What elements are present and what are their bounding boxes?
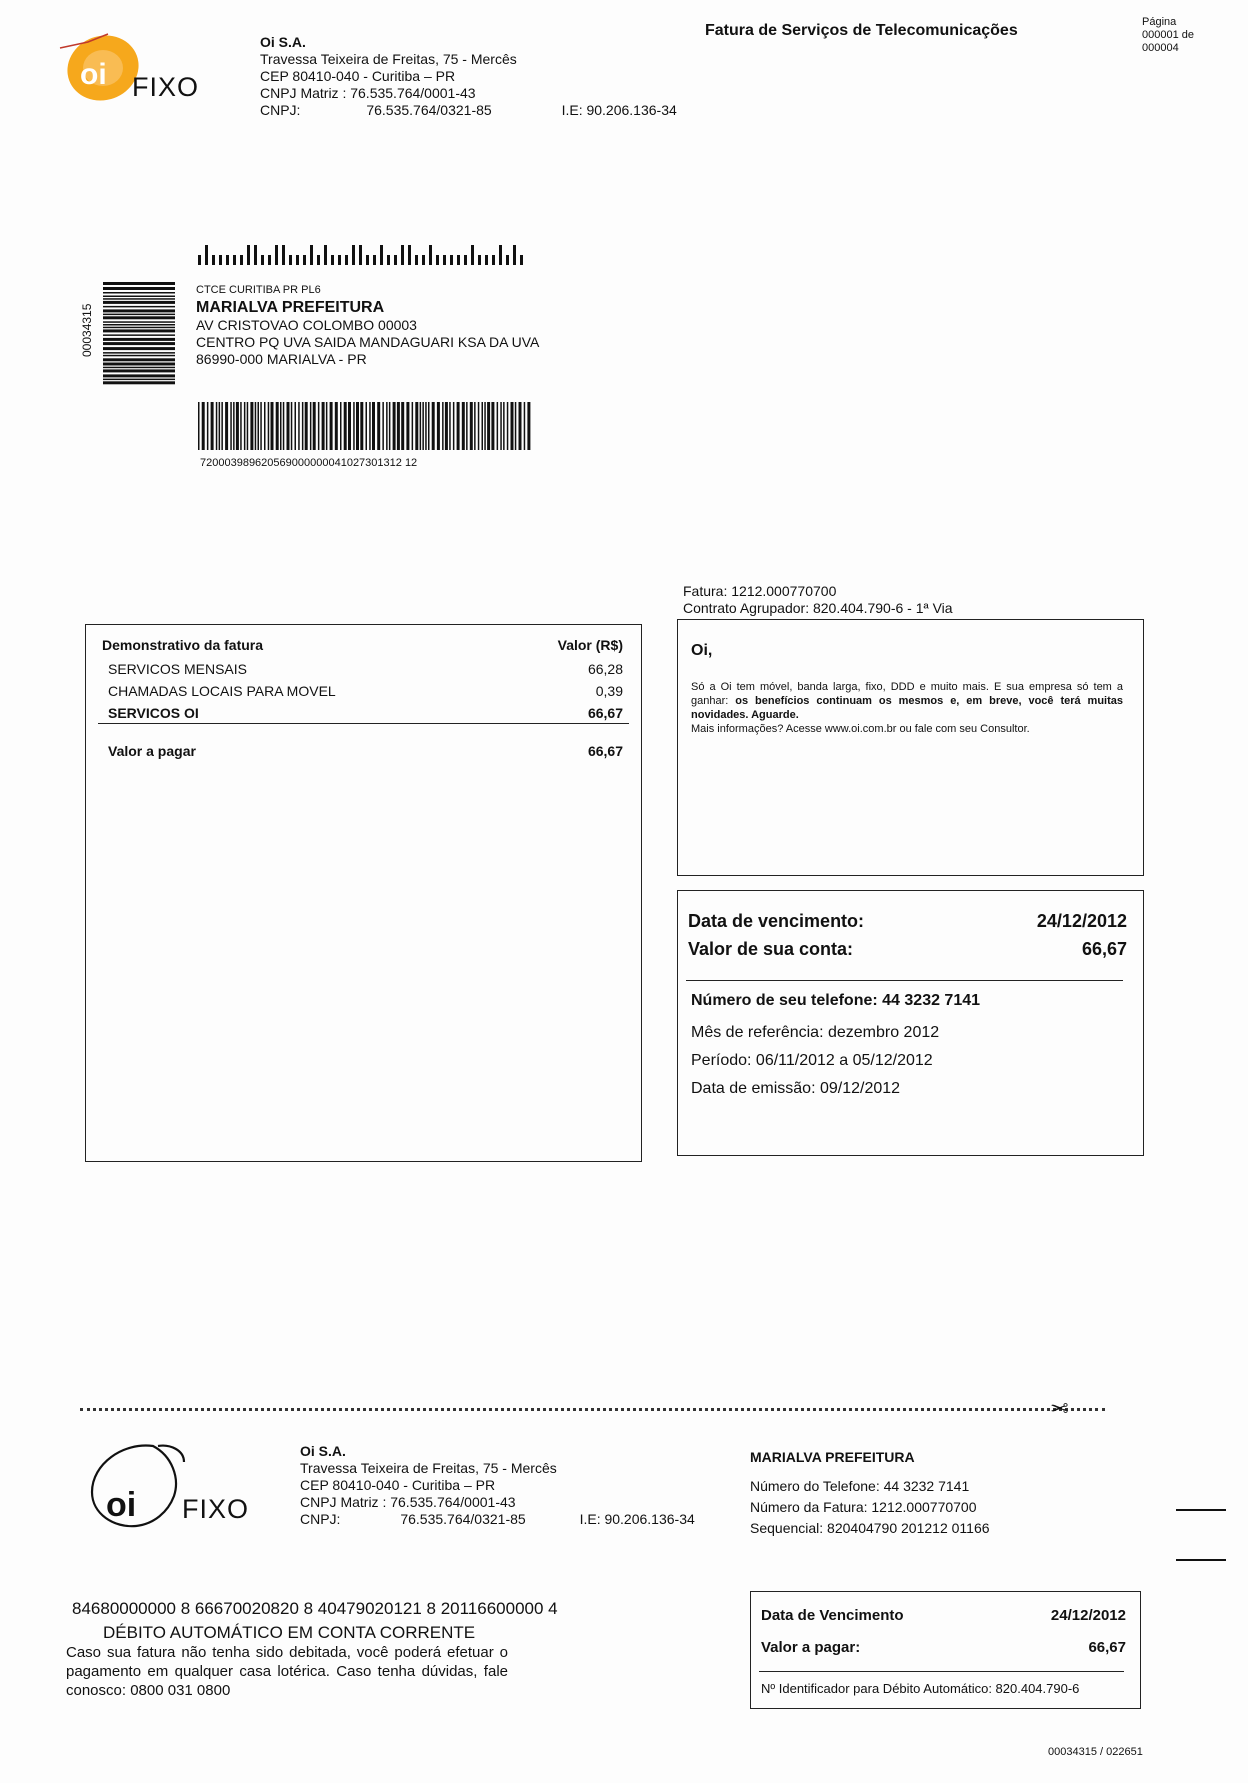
summary-box [677, 890, 1144, 1156]
recipient-line1: AV CRISTOVAO COLOMBO 00003 [196, 317, 417, 333]
page-label: Página [1142, 16, 1177, 28]
summary-amount-value: 66,67 [1081, 939, 1127, 959]
statement-total-row [108, 743, 623, 759]
slip-company-cep: CEP 80410-040 - Curitiba – PR [300, 1477, 496, 1493]
statement-subtotal-label: SERVICOS OI [108, 705, 199, 721]
side-mark-1 [1176, 1509, 1226, 1511]
slip-due-value: 24/12/2012 [1050, 1607, 1126, 1624]
company-cep: CEP 80410-040 - Curitiba – PR [260, 68, 456, 84]
statement-item-label: CHAMADAS LOCAIS PARA MOVEL [108, 683, 336, 699]
slip-customer-name: MARIALVA PREFEITURA [750, 1449, 915, 1465]
company-name: Oi S.A. [260, 34, 306, 50]
side-mark-2 [1176, 1559, 1226, 1561]
slip-amount-row [761, 1639, 1126, 1656]
summary-amount-label: Valor de sua conta: [688, 939, 854, 959]
slip-divider [759, 1671, 1124, 1672]
statement-header [102, 637, 623, 653]
company-ie: I.E: 90.206.136-34 [561, 102, 677, 118]
recipient-name: MARIALVA PREFEITURA [196, 299, 385, 316]
footer-code: 00034315 / 022651 [1048, 1746, 1143, 1758]
slip-company-cnpj-matriz: CNPJ Matriz : 76.535.764/0001-43 [300, 1494, 516, 1510]
company-address: Travessa Teixeira de Freitas, 75 - Mercês [260, 51, 517, 67]
company-block [260, 34, 677, 119]
summary-due-label: Data de vencimento: [688, 911, 865, 931]
recipient-line2: CENTRO PQ UVA SAIDA MANDAGUARI KSA DA UVA [196, 334, 540, 350]
routing-code: CTCE CURITIBA PR PL6 [196, 284, 321, 296]
slip-sequence: Sequencial: 820404790 201212 01166 [750, 1520, 990, 1536]
slip-debit-id: Nº Identificador para Débito Automático: 820.404.790-6 [761, 1681, 1080, 1696]
side-barcode [103, 282, 175, 393]
recipient-barcode [198, 402, 533, 455]
statement-item-label: SERVICOS MENSAIS [108, 661, 248, 677]
logo-product: FIXO [132, 72, 200, 102]
slip-payment-box [750, 1591, 1141, 1709]
company-cnpj-value: 76.535.764/0321-85 [366, 102, 492, 118]
message-text [691, 680, 1123, 736]
auto-debit-text: Caso sua fatura não tenha sido debitada, você poderá efetuar o pagamento em qualquer casa lotérica. Caso tenha dúvidas, fale conosco: 0800 031 0800 [66, 1644, 508, 1699]
recipient-barcode-number: 720003989620569000000041027301312 12 [200, 457, 418, 469]
invoice-ref [683, 583, 953, 617]
slip-amount-value: 66,67 [1088, 1639, 1126, 1656]
statement-subtotal-value: 66,67 [587, 705, 623, 721]
auto-debit-title: DÉBITO AUTOMÁTICO EM CONTA CORRENTE [103, 1623, 476, 1642]
company-cnpj-matriz: CNPJ Matriz : 76.535.764/0001-43 [260, 85, 476, 101]
slip-due-label: Data de Vencimento [761, 1607, 904, 1624]
statement-item-value: 66,28 [587, 661, 623, 677]
slip-phone: Número do Telefone: 44 3232 7141 [750, 1478, 970, 1494]
company-cnpj-label: CNPJ: [260, 102, 301, 118]
side-code: 00034315 [80, 303, 94, 357]
postal-barcode-icon [196, 243, 526, 267]
slip-due-row [761, 1607, 1126, 1624]
cut-line [80, 1408, 1105, 1411]
slip-company-name: Oi S.A. [300, 1443, 346, 1459]
scissors-icon: ✂ [1050, 1395, 1069, 1420]
summary-divider [686, 980, 1123, 981]
statement-divider [98, 723, 629, 724]
statement-items [108, 658, 623, 702]
statement-total-label: Valor a pagar [108, 743, 196, 759]
digitable-line: 84680000000 8 66670020820 8 40479020121 8 20116600000 4 [72, 1599, 558, 1618]
summary-due-row [688, 911, 1127, 932]
side-barcode-icon [103, 282, 175, 388]
svg-text:oi: oi [80, 58, 107, 91]
postal-barcode-top [196, 243, 526, 272]
summary-amount-row [688, 939, 1127, 960]
recipient-block [196, 284, 539, 368]
svg-text:oi: oi [106, 1486, 137, 1524]
statement-item [108, 680, 623, 702]
slip-company-cnpj-value: 76.535.764/0321-85 [400, 1511, 526, 1527]
statement-item-value: 0,39 [595, 683, 623, 699]
statement-value-header: Valor (R$) [557, 637, 623, 653]
message-text-a: Só a Oi tem móvel, banda larga, fixo, DDD e muito mais. E sua empresa só tem a ganhar: [691, 681, 1123, 707]
invoice-number: Fatura: 1212.000770700 [683, 583, 837, 599]
page-total: 000004 [1142, 42, 1179, 54]
message-text-b: os benefícios continuam os mesmos e, em breve, você terá muitas novidades. Aguarde. [691, 695, 1124, 721]
page-indicator [1142, 16, 1194, 55]
slip-company-address: Travessa Teixeira de Freitas, 75 - Mercês [300, 1460, 557, 1476]
slip-company-block [300, 1443, 695, 1528]
summary-due-value: 24/12/2012 [1036, 911, 1127, 931]
message-box [677, 619, 1144, 876]
slip-invoice: Número da Fatura: 1212.000770700 [750, 1499, 977, 1515]
summary-phone: Número de seu telefone: 44 3232 7141 [691, 992, 981, 1009]
statement-title: Demonstrativo da fatura [102, 637, 264, 653]
slip-company-cnpj-row [300, 1511, 695, 1528]
summary-period: Período: 06/11/2012 a 05/12/2012 [691, 1052, 933, 1069]
recipient-line3: 86990-000 MARIALVA - PR [196, 351, 367, 367]
statement-item [108, 658, 623, 680]
message-greeting: Oi, [691, 642, 713, 659]
contract-number: Contrato Agrupador: 820.404.790-6 - 1ª Via [683, 600, 953, 616]
page-current: 000001 de [1142, 29, 1194, 41]
summary-issue-date: Data de emissão: 09/12/2012 [691, 1080, 901, 1097]
slip-company-cnpj-label: CNPJ: [300, 1511, 341, 1527]
slip-customer-block [750, 1449, 990, 1537]
statement-subtotal-row [108, 702, 623, 724]
company-cnpj-row [260, 102, 677, 119]
document-title: Fatura de Serviços de Telecomunicações [705, 22, 1018, 39]
statement-box [85, 624, 642, 1162]
statement-total-value: 66,67 [587, 743, 623, 759]
slip-company-ie: I.E: 90.206.136-34 [579, 1511, 695, 1527]
slip-logo-product: FIXO [182, 1494, 250, 1524]
barcode-icon [198, 402, 533, 450]
slip-amount-label: Valor a pagar: [761, 1639, 861, 1656]
summary-ref-month: Mês de referência: dezembro 2012 [691, 1024, 940, 1041]
message-text-c: Mais informações? Acesse www.oi.com.br ou fale com seu Consultor. [691, 723, 1030, 735]
